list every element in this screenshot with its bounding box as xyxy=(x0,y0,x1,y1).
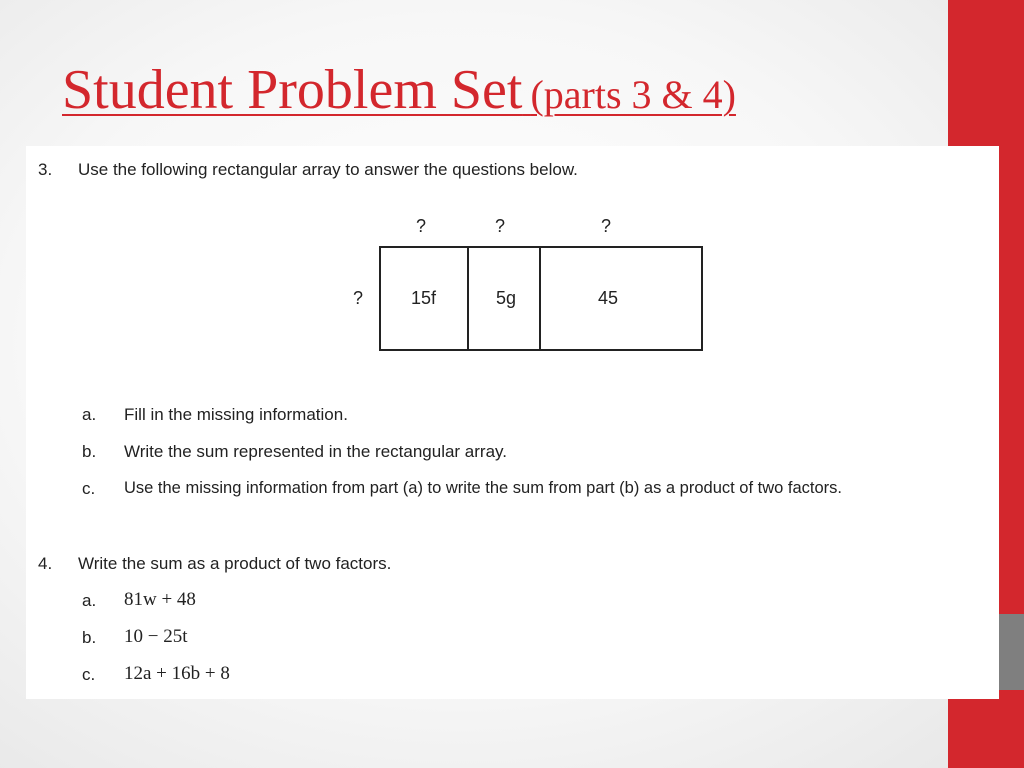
problem-3-prompt: Use the following rectangular array to answer the questions below. xyxy=(78,160,578,179)
slide-title xyxy=(62,59,736,121)
problem-3-part-a-text: Fill in the missing information. xyxy=(124,405,348,424)
array-divider-1 xyxy=(467,248,469,349)
problem-3-part-c-text: Use the missing information from part (a) to write the sum from part (b) as a product of two factors. xyxy=(124,479,843,497)
problem-4-part-b-letter: b. xyxy=(82,628,97,647)
problem-4-part-c-expression: 12a + 16b + 8 xyxy=(124,663,230,684)
array-divider-2 xyxy=(539,248,541,349)
title-sub: (parts 3 & 4) xyxy=(530,72,736,117)
array-cell-3: 45 xyxy=(598,288,619,308)
title-main: Student Problem Set xyxy=(62,59,523,121)
array-top-label-3: ? xyxy=(601,216,612,236)
problem-set-image xyxy=(26,146,999,699)
array-side-label: ? xyxy=(353,288,364,308)
problem-3-part-b-letter: b. xyxy=(82,442,97,461)
problem-3-part-a-letter: a. xyxy=(82,405,97,424)
problem-4-part-a-letter: a. xyxy=(82,591,97,610)
problem-3-number: 3. xyxy=(38,160,53,179)
array-top-label-1: ? xyxy=(416,216,427,236)
problem-3-part-c-letter: c. xyxy=(82,479,96,498)
problem-4-part-c-letter: c. xyxy=(82,665,96,684)
array-cell-1: 15f xyxy=(411,288,437,308)
problem-4-part-a-expression: 81w + 48 xyxy=(124,589,196,610)
problem-4-number: 4. xyxy=(38,554,53,573)
array-cell-2: 5g xyxy=(496,288,517,308)
array-top-label-2: ? xyxy=(495,216,506,236)
problem-4-part-b-expression: 10 − 25t xyxy=(124,626,188,647)
rectangular-array xyxy=(379,246,703,351)
problem-4-prompt: Write the sum as a product of two factors. xyxy=(78,554,392,573)
problem-3-part-b-text: Write the sum represented in the rectangular array. xyxy=(124,442,507,461)
accent-bar-grey xyxy=(998,614,1024,690)
